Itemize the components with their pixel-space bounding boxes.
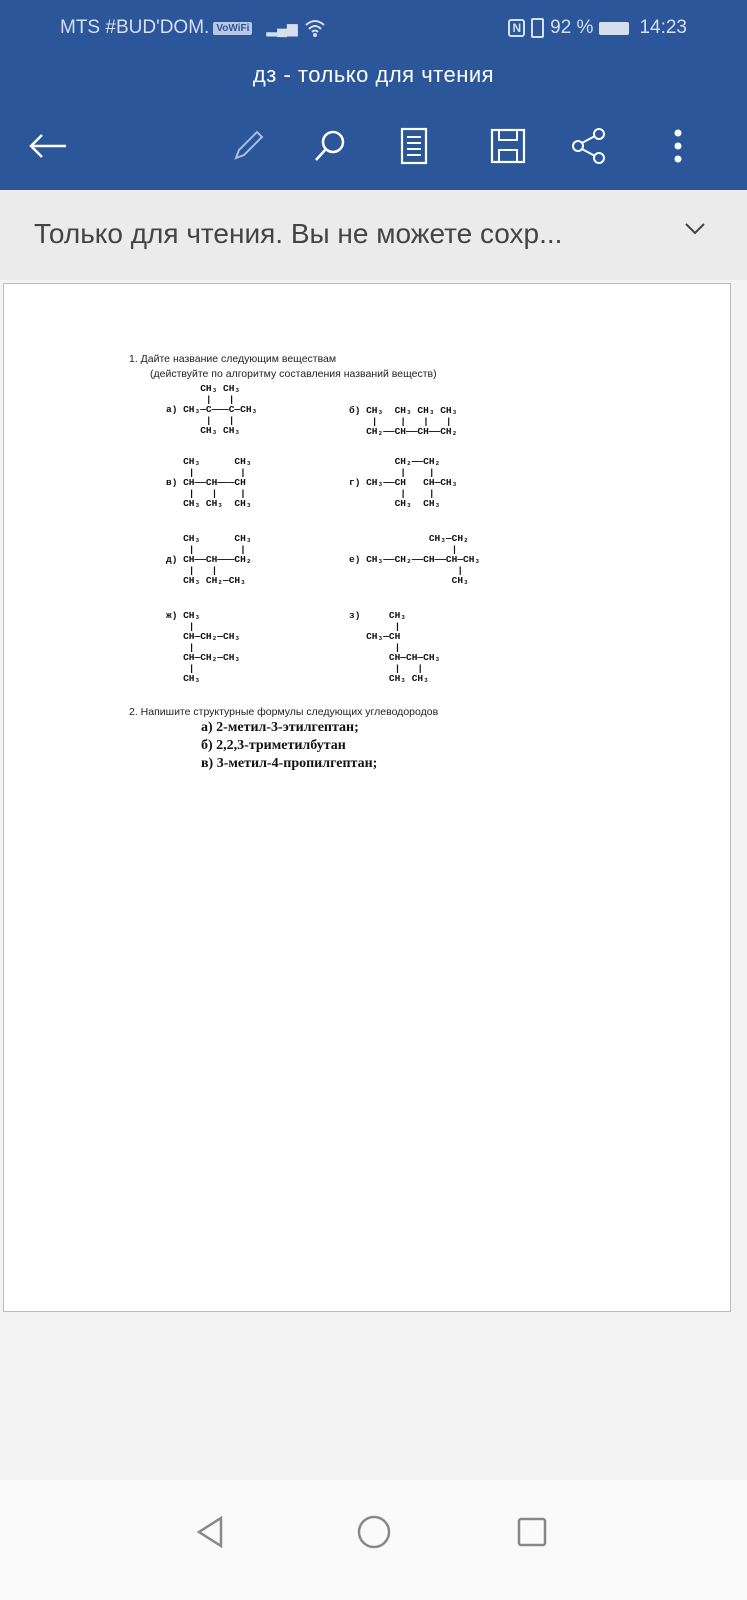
reading-view-button[interactable] bbox=[388, 120, 440, 172]
chevron-down-icon[interactable] bbox=[683, 220, 707, 236]
formula-d: CH₃ CH₃ | | д) CH——CH———CH₂ | | CH₃ CH₂—CH₃ bbox=[166, 533, 252, 586]
more-options-button[interactable] bbox=[652, 120, 704, 172]
document-page[interactable] bbox=[3, 283, 731, 1312]
question-1-subtitle: (действуйте по алгоритму составления названий веществ) bbox=[150, 368, 437, 380]
vibrate-icon bbox=[531, 18, 544, 38]
answer-item: б) 2,2,3-триметилбутан bbox=[201, 738, 346, 753]
answer-item: а) 2-метил-3-этилгептан; bbox=[201, 720, 359, 735]
circle-home-icon bbox=[356, 1514, 392, 1550]
edit-button[interactable] bbox=[222, 120, 274, 172]
share-button[interactable] bbox=[563, 120, 615, 172]
clock: 14:23 bbox=[639, 17, 687, 38]
formula-v: CH₃ CH₃ | | в) CH——CH———CH | | | CH₃ CH₃ CH₃ bbox=[166, 456, 252, 509]
status-bar bbox=[60, 16, 687, 40]
pencil-icon bbox=[230, 128, 266, 164]
vowifi-badge: VoWiFi bbox=[213, 22, 252, 35]
question-1-title: 1. Дайте название следующим веществам bbox=[129, 353, 337, 365]
save-icon bbox=[490, 128, 526, 164]
nav-home-button[interactable] bbox=[350, 1508, 398, 1556]
formula-zh: ж) CH₃ | CH—CH₂—CH₃ | CH—CH₂—CH₃ | CH₃ bbox=[166, 610, 241, 684]
banner-message: Только для чтения. Вы не можете сохр... bbox=[34, 218, 563, 249]
reading-view-icon bbox=[399, 127, 429, 165]
triangle-back-icon bbox=[195, 1515, 225, 1549]
app-bar bbox=[0, 0, 747, 190]
back-button[interactable] bbox=[22, 120, 74, 172]
toolbar bbox=[0, 120, 747, 172]
back-arrow-icon bbox=[28, 131, 68, 161]
signal-icon: ▂▄▆ bbox=[266, 19, 298, 36]
formula-a: CH₃ CH₃ | | а) CH₃—C———C—CH₃ | | CH₃ CH₃ bbox=[166, 383, 258, 436]
more-icon bbox=[673, 128, 683, 164]
question-2-title: 2. Напишите структурные формулы следующих углеводородов bbox=[129, 706, 439, 718]
save-button[interactable] bbox=[482, 120, 534, 172]
nfc-icon: N bbox=[508, 19, 525, 37]
read-only-banner[interactable] bbox=[0, 190, 747, 280]
battery-icon bbox=[599, 22, 629, 35]
search-icon bbox=[312, 128, 348, 164]
share-icon bbox=[570, 127, 608, 165]
nav-back-button[interactable] bbox=[186, 1508, 234, 1556]
square-recents-icon bbox=[516, 1516, 548, 1548]
document-title: дз - только для чтения bbox=[252, 62, 495, 87]
formula-z: з) CH₃ | CH₃—CH | CH—CH—CH₃ | | CH₃ CH₃ bbox=[349, 610, 441, 684]
formula-b: б) CH₃ CH₃ CH₃ CH₃ | | | | CH₂——CH——CH——CH₂ bbox=[349, 405, 458, 437]
formula-e: CH₃—CH₂ | е) CH₃——CH₂——CH——CH—CH₃ | CH₃ bbox=[349, 533, 481, 586]
search-button[interactable] bbox=[304, 120, 356, 172]
carrier-name: MTS #BUD'DOM. bbox=[60, 17, 210, 38]
nav-recents-button[interactable] bbox=[508, 1508, 556, 1556]
formula-g: CH₂——CH₂ | | г) CH₃——CH CH—CH₃ | | CH₃ CH₃ bbox=[349, 456, 458, 509]
system-nav-bar bbox=[0, 1480, 747, 1600]
wifi-icon bbox=[304, 19, 326, 37]
battery-percent: 92 % bbox=[550, 17, 594, 38]
answer-item: в) 3-метил-4-пропилгептан; bbox=[201, 756, 378, 771]
